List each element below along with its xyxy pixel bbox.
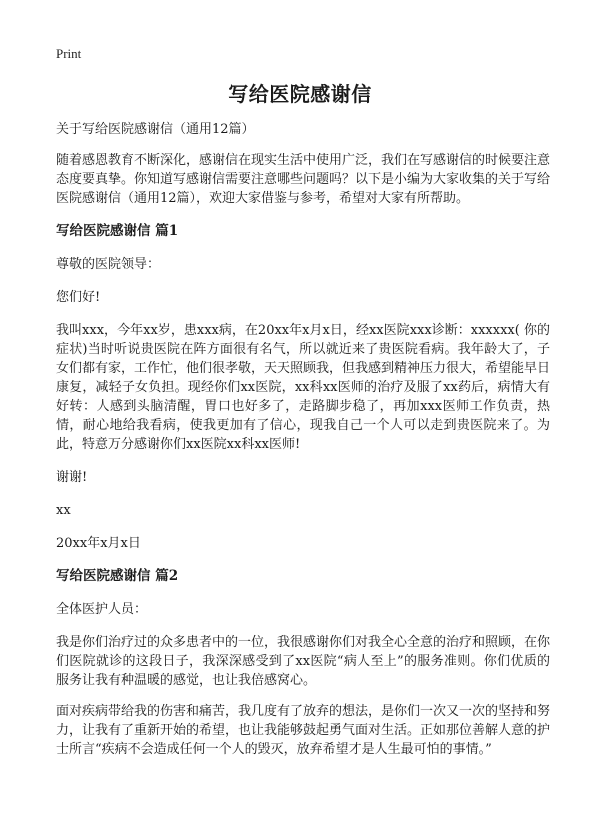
section-heading-2: 写给医院感谢信 篇2 [56, 568, 179, 584]
document-body [56, 120, 550, 773]
section-heading-1: 写给医院感谢信 篇1 [56, 223, 179, 239]
letter-body-2a: 我是你们治疗过的众多患者中的一位，我很感谢你们对我全心全意的治疗和照顾，在你们医院就诊的这段日子，我深深感受到了xx医院“病人至上”的服务准则。你们优质的服务让我有种温暖的感觉，也让我倍感窝心。 [56, 635, 551, 688]
signature-1: xx [56, 503, 71, 518]
print-link[interactable]: Print [56, 46, 82, 61]
letter-body-2b: 面对疾病带给我的伤害和痛苦，我几度有了放弃的想法，是你们一次又一次的坚持和努力，让我有了重新开始的希望，也让我能够鼓起勇气面对生活。正如那位善解人意的护士所言“疾病不会造成任何一个人的毁灭，放弃希望才是人生最可怕的事情。” [56, 704, 551, 757]
letter-body-1: 我叫xxx，今年xx岁，患xxx病，在20xx年x月x日，经xx医院xxx诊断：xxxxxx( 你的症状)当时听说贵医院在阵方面很有名气，所以就近来了贵医院看病。我年龄大了，子女们都有家，工作忙，他们很孝敬，天天照顾我，但我感到精神压力很大，希望能早日康复，减轻子女负担。现经你们xx医院，xx科xx医师的治疗及服了xx药后，病情大有好转：人感到头脑清醒，胃口也好多了，走路脚步稳了，再加xxx医师工作负责，热情，耐心地给我看病，使我更加有了信心，现我自己一个人可以走到贵医院来了。为此，特意万分感谢你们xx医院xx科xx医师! [56, 323, 551, 452]
salutation-2: 全体医护人员： [56, 602, 148, 617]
greeting-1: 您们好! [56, 290, 101, 305]
document-subtitle: 关于写给医院感谢信（通用12篇） [56, 122, 255, 137]
thanks-1: 谢谢! [56, 470, 88, 485]
page-title: 写给医院感谢信 [228, 82, 372, 106]
intro-paragraph: 随着感恩教育不断深化，感谢信在现实生活中使用广泛，我们在写感谢信的时候要注意态度要真挚。你知道写感谢信需要注意哪些问题吗？以下是小编为大家收集的关于写给医院感谢信（通用12篇），欢迎大家借鉴与参考，希望对大家有所帮助。 [56, 153, 551, 206]
date-1: 20xx年x月x日 [56, 536, 141, 551]
salutation-1: 尊敬的医院领导： [56, 257, 161, 272]
